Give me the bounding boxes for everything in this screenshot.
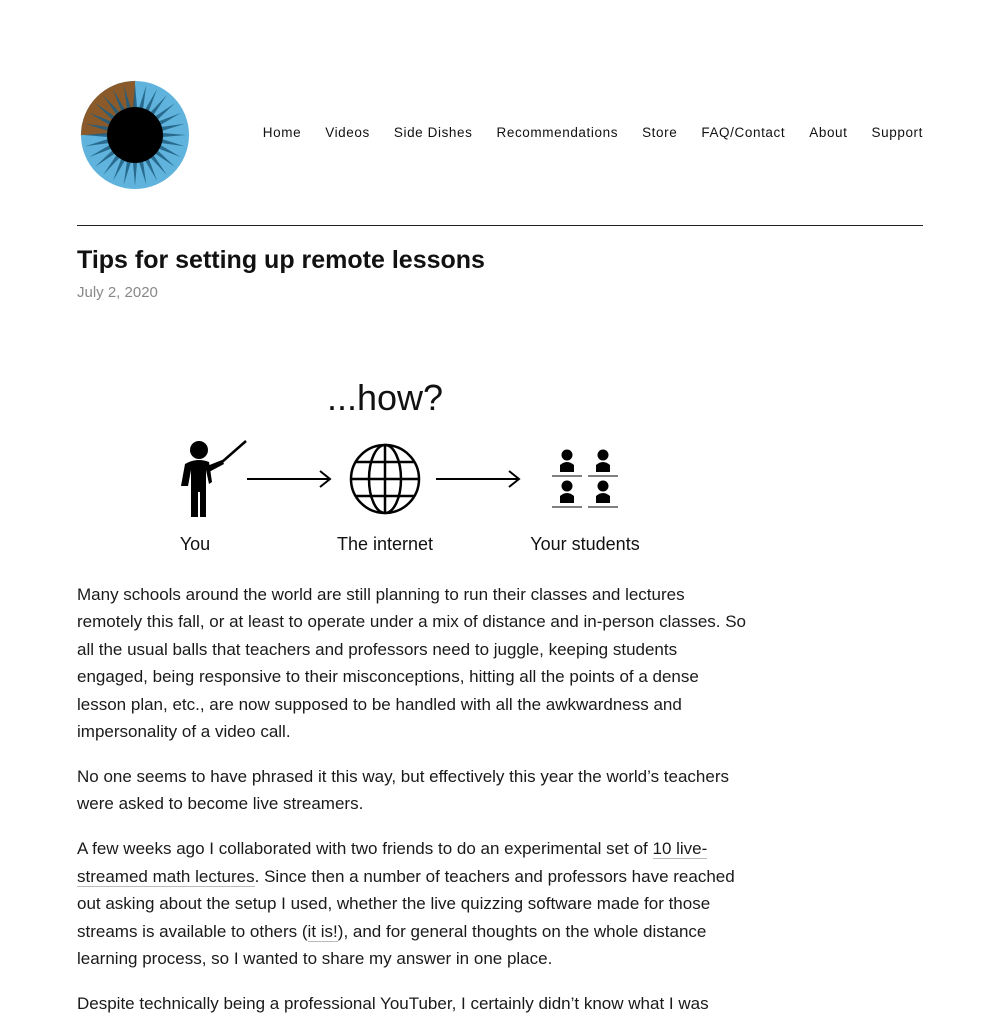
logo-icon[interactable]: [80, 80, 190, 190]
it-is-link[interactable]: it is!: [307, 921, 338, 941]
nav-store[interactable]: Store: [642, 125, 678, 140]
live-lectures-link[interactable]: 10 live-streamed math lectures: [77, 839, 708, 886]
nav-faq-contact[interactable]: FAQ/Contact: [701, 125, 786, 140]
arrow-right-icon: [436, 471, 519, 487]
teacher-icon: [181, 441, 246, 517]
paragraph: Despite technically being a professional YouTuber, I certainly didn’t know what I was: [77, 994, 709, 1014]
paragraph: A few weeks ago I collaborated with two friends to do an experimental set of 10 live-streamed math lectures. Since then a number of teachers and professors have reached out asking about the setup I used, whether the live quizzing software made for those streams is available to others (it is!), and for general thoughts on the whole distance learning process, so I wanted to share my answer in one place.: [77, 839, 735, 969]
nav-side-dishes[interactable]: Side Dishes: [393, 125, 473, 140]
post-title: Tips for setting up remote lessons: [77, 246, 485, 274]
paragraph: Many schools around the world are still planning to run their classes and lectures remotely this fall, or at least to operate under a mix of distance and in-person classes. So all the usual balls that teachers and professors need to juggle, keeping students engaged, being responsive to their misconceptions, hitting all the points of a dense lesson plan, etc., are now supposed to be handled with all the awkwardness and impersonality of a video call.: [77, 585, 747, 742]
post-date: July 2, 2020: [77, 284, 158, 301]
label-internet: The internet: [336, 534, 434, 554]
post-body: [77, 581, 749, 1035]
students-icon: [552, 450, 618, 508]
nav-home[interactable]: Home: [262, 125, 302, 140]
nav-recommendations[interactable]: Recommendations: [496, 125, 619, 140]
header-divider: [77, 225, 923, 226]
hero-illustration: [160, 370, 680, 560]
globe-icon: [351, 445, 419, 513]
label-you: You: [179, 534, 211, 554]
nav-support[interactable]: Support: [871, 125, 923, 140]
paragraph: No one seems to have phrased it this way, but effectively this year the world’s teachers were asked to become live streamers.: [77, 767, 730, 814]
arrow-right-icon: [247, 471, 330, 487]
nav-videos[interactable]: Videos: [325, 125, 370, 140]
hero-question: ...how?: [326, 377, 444, 418]
nav-about[interactable]: About: [809, 125, 848, 140]
main-nav: [263, 125, 923, 140]
label-students: Your students: [530, 534, 640, 554]
